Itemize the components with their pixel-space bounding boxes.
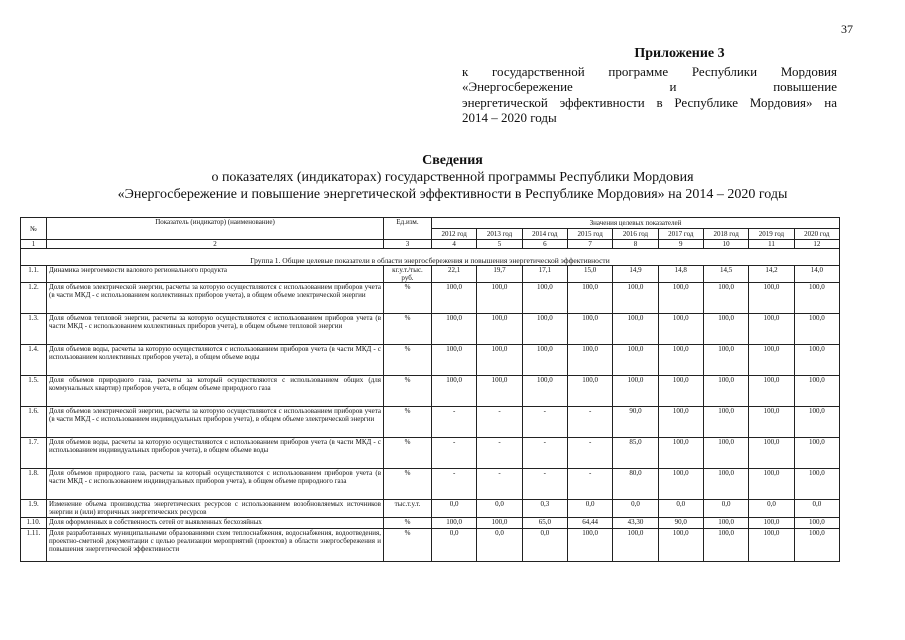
row-value: 100,0 (432, 518, 477, 529)
heading-title: Сведения (422, 153, 483, 168)
row-value: 100,0 (658, 529, 703, 562)
row-unit: % (384, 529, 432, 562)
row-value: 100,0 (794, 283, 839, 314)
row-value: 100,0 (749, 529, 794, 562)
row-value: 100,0 (432, 345, 477, 376)
row-indicator: Доля объемов природного газа, расчеты за который осуществляются с использованием общих (для коммунальных квартир) приборов учета, в общем объеме природного газа (47, 376, 384, 407)
row-value: - (567, 438, 612, 469)
row-value: 100,0 (522, 376, 567, 407)
row-indicator: Динамика энергоемкости валового регионального продукта (47, 266, 384, 283)
table-row (21, 314, 840, 345)
column-number: 11 (749, 240, 794, 249)
table-row (21, 283, 840, 314)
row-number: 1.3. (21, 314, 47, 345)
row-value: 100,0 (703, 345, 748, 376)
row-value: 100,0 (794, 518, 839, 529)
row-value: 100,0 (432, 283, 477, 314)
row-value: 100,0 (794, 529, 839, 562)
column-number: 10 (703, 240, 748, 249)
row-unit: тыс.т.у.т. (384, 500, 432, 518)
table-row (21, 500, 840, 518)
row-value: 0,0 (477, 529, 522, 562)
table-row (21, 518, 840, 529)
row-value: 100,0 (794, 314, 839, 345)
row-value: 100,0 (613, 529, 658, 562)
row-value: 64,44 (567, 518, 612, 529)
row-value: 100,0 (658, 314, 703, 345)
column-number: 12 (794, 240, 839, 249)
appendix-line-2: «Энергосбережение и повышение (462, 79, 837, 94)
table-row (21, 529, 840, 562)
row-value: 0,0 (522, 529, 567, 562)
column-number: 9 (658, 240, 703, 249)
row-value: 15,0 (567, 266, 612, 283)
row-value: 100,0 (658, 438, 703, 469)
header-values-group: Значения целевых показателей (432, 218, 840, 229)
appendix-line-4: 2014 – 2020 годы (462, 110, 557, 125)
header-unit: Ед.изм. (384, 218, 432, 240)
table-row (21, 376, 840, 407)
row-value: 85,0 (613, 438, 658, 469)
row-unit: кг.у.т./тыс. руб. (384, 266, 432, 283)
row-value: 100,0 (567, 283, 612, 314)
row-value: 0,0 (749, 500, 794, 518)
row-unit: % (384, 518, 432, 529)
table-row (21, 469, 840, 500)
row-value: - (432, 438, 477, 469)
row-value: 100,0 (432, 314, 477, 345)
row-indicator: Доля объемов воды, расчеты за которую осуществляются с использованием приборов учета (в части МКД - с использованием коллективных приборов учета), в общем объеме воды (47, 345, 384, 376)
column-number: 3 (384, 240, 432, 249)
header-year: 2019 год (749, 229, 794, 240)
header-indicator: Показатель (индикатор) (наименование) (47, 218, 384, 240)
row-number: 1.11. (21, 529, 47, 562)
row-value: 90,0 (613, 407, 658, 438)
row-value: - (432, 407, 477, 438)
row-unit: % (384, 438, 432, 469)
row-value: 0,3 (522, 500, 567, 518)
row-value: 100,0 (703, 283, 748, 314)
row-value: 100,0 (749, 518, 794, 529)
row-value: 22,1 (432, 266, 477, 283)
row-value: 0,0 (794, 500, 839, 518)
row-number: 1.9. (21, 500, 47, 518)
header-year: 2020 год (794, 229, 839, 240)
row-value: 100,0 (432, 376, 477, 407)
group-title: Группа 1. Общие целевые показатели в области энергосбережения и повышения энергетической эффективности (21, 249, 840, 266)
row-value: 100,0 (522, 283, 567, 314)
row-value: - (432, 469, 477, 500)
row-value: 100,0 (794, 376, 839, 407)
row-value: 100,0 (749, 469, 794, 500)
row-value: 100,0 (658, 345, 703, 376)
header-year: 2018 год (703, 229, 748, 240)
table-row (21, 438, 840, 469)
row-value: - (567, 469, 612, 500)
row-unit: % (384, 376, 432, 407)
heading-line-1: о показателях (индикаторах) государственной программы Республики Мордовия (211, 170, 694, 185)
row-value: 100,0 (703, 518, 748, 529)
row-value: - (522, 407, 567, 438)
row-value: - (477, 469, 522, 500)
document-heading (0, 152, 905, 203)
row-value: 0,0 (703, 500, 748, 518)
row-indicator: Доля разработанных муниципальными образованиями схем теплоснабжения, водоснабжения, водоотведения, проектно-сметной документации с целью реализации мероприятий (проектов) в области энергосбережения и повышения энергетической эффективности (47, 529, 384, 562)
row-value: 90,0 (658, 518, 703, 529)
column-number: 8 (613, 240, 658, 249)
header-year: 2013 год (477, 229, 522, 240)
row-unit: % (384, 314, 432, 345)
row-value: - (477, 407, 522, 438)
row-value: 100,0 (477, 283, 522, 314)
row-value: 100,0 (477, 376, 522, 407)
column-number: 1 (21, 240, 47, 249)
row-value: 100,0 (749, 438, 794, 469)
row-indicator: Изменение объема производства энергетических ресурсов с использованием возобновляемых источников энергии и (или) вторичных энергетических ресурсов (47, 500, 384, 518)
row-indicator: Доля объемов тепловой энергии, расчеты за которую осуществляются с использованием приборов учета (в части МКД - с использованием коллективных приборов учета), в общем объеме тепловой энергии (47, 314, 384, 345)
row-value: 100,0 (749, 314, 794, 345)
indicators-table (20, 217, 840, 562)
row-value: 100,0 (703, 438, 748, 469)
row-value: 100,0 (613, 283, 658, 314)
row-unit: % (384, 283, 432, 314)
row-number: 1.2. (21, 283, 47, 314)
row-value: 0,0 (432, 500, 477, 518)
row-value: 100,0 (794, 469, 839, 500)
row-value: 100,0 (477, 314, 522, 345)
row-value: - (477, 438, 522, 469)
row-value: 17,1 (522, 266, 567, 283)
row-number: 1.7. (21, 438, 47, 469)
row-value: 100,0 (522, 314, 567, 345)
row-value: 14,8 (658, 266, 703, 283)
row-unit: % (384, 469, 432, 500)
row-unit: % (384, 407, 432, 438)
row-value: - (567, 407, 612, 438)
header-no: № (21, 218, 47, 240)
appendix-title: Приложение 3 (634, 46, 725, 61)
row-value: 19,7 (477, 266, 522, 283)
page-number: 37 (841, 22, 853, 36)
row-value: 14,9 (613, 266, 658, 283)
row-value: 0,0 (613, 500, 658, 518)
row-number: 1.10. (21, 518, 47, 529)
row-value: - (522, 438, 567, 469)
header-year: 2015 год (567, 229, 612, 240)
row-value: 100,0 (658, 376, 703, 407)
row-value: 100,0 (658, 283, 703, 314)
row-number: 1.1. (21, 266, 47, 283)
row-value: 100,0 (613, 345, 658, 376)
column-number: 7 (567, 240, 612, 249)
header-year: 2017 год (658, 229, 703, 240)
row-value: 100,0 (658, 469, 703, 500)
row-number: 1.6. (21, 407, 47, 438)
row-value: 100,0 (794, 407, 839, 438)
row-value: 100,0 (613, 314, 658, 345)
row-value: 100,0 (567, 529, 612, 562)
row-number: 1.8. (21, 469, 47, 500)
row-value: 0,0 (432, 529, 477, 562)
row-number: 1.4. (21, 345, 47, 376)
table-row (21, 266, 840, 283)
row-value: 100,0 (613, 376, 658, 407)
appendix-block (462, 46, 837, 126)
row-value: 100,0 (794, 438, 839, 469)
row-value: 80,0 (613, 469, 658, 500)
row-value: - (522, 469, 567, 500)
row-value: 100,0 (477, 518, 522, 529)
row-number: 1.5. (21, 376, 47, 407)
row-indicator: Доля объемов воды, расчеты за которую осуществляются с использованием приборов учета (в части МКД - с использованием индивидуальных приборов учета), в общем объеме воды (47, 438, 384, 469)
row-value: 100,0 (477, 345, 522, 376)
row-value: 0,0 (658, 500, 703, 518)
row-value: 100,0 (794, 345, 839, 376)
row-value: 100,0 (703, 376, 748, 407)
row-value: 14,2 (749, 266, 794, 283)
row-value: 65,0 (522, 518, 567, 529)
column-number: 6 (522, 240, 567, 249)
row-value: 100,0 (567, 345, 612, 376)
row-value: 100,0 (658, 407, 703, 438)
column-number: 4 (432, 240, 477, 249)
row-value: 100,0 (749, 407, 794, 438)
table-row (21, 345, 840, 376)
row-value: 43,30 (613, 518, 658, 529)
appendix-line-3: энергетической эффективности в Республике Мордовия» на (462, 94, 837, 110)
row-value: 100,0 (522, 345, 567, 376)
column-number: 2 (47, 240, 384, 249)
row-value: 0,0 (477, 500, 522, 518)
row-value: 100,0 (703, 314, 748, 345)
row-value: 100,0 (749, 376, 794, 407)
row-value: 100,0 (567, 314, 612, 345)
row-indicator: Доля объемов электрической энергии, расчеты за которую осуществляются с использованием приборов учета (в части МКД - с использованием коллективных приборов учета), в общем объеме электрической энергии (47, 283, 384, 314)
row-value: 100,0 (703, 469, 748, 500)
row-indicator: Доля оформленных в собственность сетей от выявленных бесхозяйных (47, 518, 384, 529)
row-value: 100,0 (703, 529, 748, 562)
heading-line-2: «Энергосбережение и повышение энергетической эффективности в Республике Мордовия» на 2014 – 2020 годы (117, 187, 788, 202)
row-unit: % (384, 345, 432, 376)
header-year: 2014 год (522, 229, 567, 240)
row-value: 0,0 (567, 500, 612, 518)
row-value: 100,0 (567, 376, 612, 407)
row-indicator: Доля объемов природного газа, расчеты за который осуществляются с использованием приборов учета (в части МКД - с использованием индивидуальных приборов учета), в общем объеме природного газа (47, 469, 384, 500)
row-value: 100,0 (749, 283, 794, 314)
appendix-line-1: к государственной программе Республики Мордовия (462, 63, 837, 79)
row-value: 14,5 (703, 266, 748, 283)
header-year: 2012 год (432, 229, 477, 240)
table-row (21, 407, 840, 438)
header-year: 2016 год (613, 229, 658, 240)
column-number: 5 (477, 240, 522, 249)
row-value: 100,0 (703, 407, 748, 438)
row-value: 100,0 (749, 345, 794, 376)
row-value: 14,0 (794, 266, 839, 283)
row-indicator: Доля объемов электрической энергии, расчеты за которую осуществляются с использованием приборов учета (в части МКД - с использованием индивидуальных приборов учета), в общем объеме электрической энергии (47, 407, 384, 438)
